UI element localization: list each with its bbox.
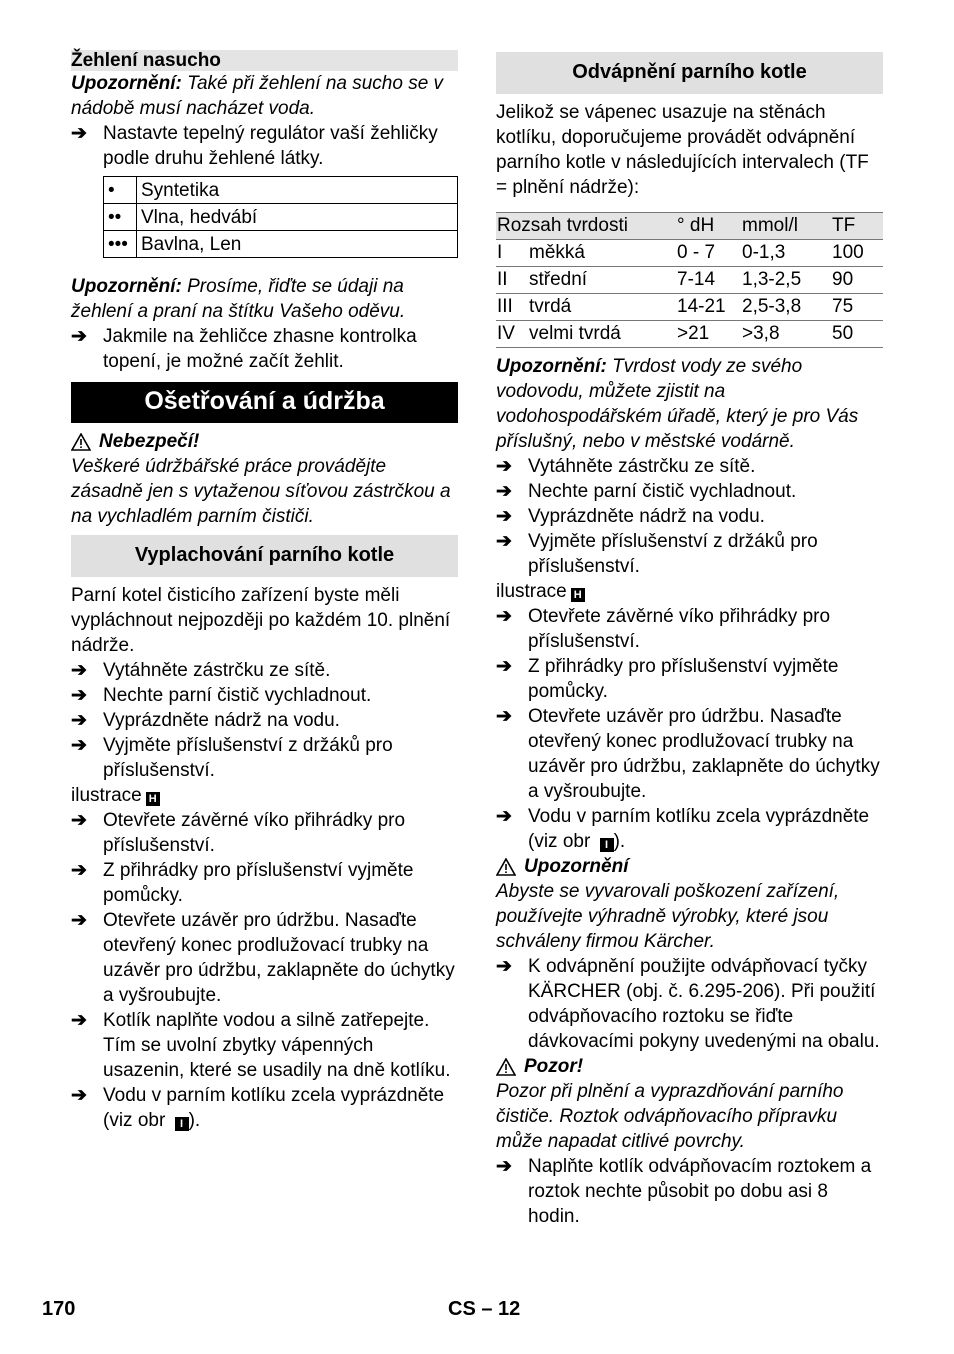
page-number: 170 (42, 1298, 76, 1320)
list-item: ➔ Nechte parní čistič vychladnout. (71, 685, 372, 706)
care-heading: Ošetřování a údržba (71, 382, 458, 423)
arrow-icon: ➔ (71, 710, 87, 731)
arrow-icon: ➔ (71, 860, 87, 881)
illustration-i-icon: I (600, 838, 614, 852)
ironing-heading: Žehlení nasucho (71, 50, 458, 71)
arrow-icon: ➔ (496, 531, 512, 552)
page-code: CS – 12 (448, 1298, 521, 1320)
table-header-row: Rozsah tvrdosti ° dH mmol/l TF (496, 213, 883, 240)
rinse-steps-b (71, 808, 458, 1133)
table-row: III tvrdá 14-21 2,5-3,8 75 (496, 294, 883, 321)
step-fill: ➔ Naplňte kotlík odvápňovacím roztokem a roztok nechte působit po dobu asi 8 hodin. (496, 1156, 872, 1227)
list-item: ➔ Vyjměte příslušenství z držáků pro příslušenství. (496, 531, 818, 577)
illustration-h-icon: H (146, 792, 160, 806)
arrow-icon: ➔ (496, 481, 512, 502)
arrow-icon: ➔ (71, 1010, 87, 1031)
rinse-intro: Parní kotel čisticího zařízení byste měli vypláchnout nejpozději po každém 10. plnění nádrže. (71, 585, 451, 656)
descale-steps-b (496, 604, 883, 854)
danger-text: Veškeré údržbářské práce provádějte zásadně jen s vytaženou síťovou zástrčkou a na vychladlém parním čističi. (71, 456, 451, 527)
fabric-table (103, 176, 458, 258)
right-column (496, 50, 883, 1229)
warning-triangle-icon (496, 1058, 516, 1076)
list-item: ➔ Otevřete uzávěr pro údržbu. Nasaďte otevřený konec prodlužovací trubky na uzávěr pro údržbu, zaklapněte do úchytky a vyšroubujte. (71, 910, 455, 1006)
pozor-title: Pozor! (496, 1054, 883, 1079)
list-item: ➔ Z přihrádky pro příslušenství vyjměte pomůcky. (71, 860, 414, 906)
list-item: ➔ Z přihrádky pro příslušenství vyjměte pomůcky. (496, 656, 839, 702)
hardness-note: Upozornění: Tvrdost vody ze svého vodovodu, můžete zjistit na vodohospodářském úřadě, který je pro Vás příslušný, nebo v městské vodárně. (496, 356, 859, 452)
list-item: ➔ Vytáhněte zástrčku ze sítě. (496, 456, 756, 477)
list-item: ➔ Kotlík naplňte vodou a silně zatřepejte. Tím se uvolní zbytky vápenných usazenin, které se usadily na dně kotlíku. (71, 1010, 451, 1081)
list-item: ➔ Vyjměte příslušenství z držáků pro příslušenství. (71, 735, 393, 781)
arrow-icon: ➔ (496, 956, 512, 977)
rinse-heading: Vyplachování parního kotle (71, 535, 458, 577)
list-item: ➔ Otevřete uzávěr pro údržbu. Nasaďte otevřený konec prodlužovací trubky na uzávěr pro údržbu, zaklapněte do úchytky a vyšroubujte. (496, 706, 880, 802)
list-item: ➔ Otevřete závěrné víko přihrádky pro příslušenství. (71, 810, 406, 856)
table-row: I měkká 0 - 7 0-1,3 100 (496, 240, 883, 267)
table-row: •• Vlna, hedvábí (104, 204, 458, 231)
caution-title: Upozornění (496, 854, 883, 879)
list-item: ➔ Nechte parní čistič vychladnout. (496, 481, 797, 502)
arrow-icon: ➔ (71, 910, 87, 931)
descale-heading: Odvápnění parního kotle (496, 52, 883, 94)
caution-text: Abyste se vyvarovali poškození zařízení, používejte výhradně výrobky, které jsou schváleny firmou Kärcher. (496, 881, 840, 952)
hardness-table (496, 212, 883, 348)
list-item: ➔ Vytáhněte zástrčku ze sítě. (71, 660, 331, 681)
arrow-icon: ➔ (496, 656, 512, 677)
illustration-ref: ilustrace H (496, 579, 883, 604)
arrow-icon: ➔ (496, 1156, 512, 1177)
arrow-icon: ➔ (71, 1085, 87, 1106)
arrow-icon: ➔ (496, 806, 512, 827)
list-item: ➔ Vyprázdněte nádrž na vodu. (496, 506, 765, 527)
arrow-icon: ➔ (71, 810, 87, 831)
table-row: ••• Bavlna, Len (104, 231, 458, 258)
table-row: IV velmi tvrdá >21 >3,8 50 (496, 321, 883, 348)
illustration-i-icon: I (175, 1117, 189, 1131)
arrow-icon: ➔ (496, 606, 512, 627)
list-item: ➔ Vodu v parním kotlíku zcela vyprázdněte (viz obr I ). (71, 1085, 445, 1131)
left-column (71, 50, 458, 1133)
arrow-icon: ➔ (496, 456, 512, 477)
pozor-text: Pozor při plnění a vyprazdňování parního čističe. Roztok odvápňovacího přípravku může napadat citlivé povrchy. (496, 1081, 844, 1152)
list-item: ➔ Vodu v parním kotlíku zcela vyprázdněte (viz obr I ). (496, 806, 870, 852)
illustration-ref: ilustrace H (71, 783, 458, 808)
arrow-icon: ➔ (496, 706, 512, 727)
step-lamp: ➔ Jakmile na žehličce zhasne kontrolka topení, je možné začít žehlit. (71, 326, 417, 372)
descale-steps-a (496, 454, 883, 579)
step-regulator: ➔ Nastavte tepelný regulátor vaší žehličky podle druhu žehlené látky. (71, 123, 438, 169)
list-item: ➔ Vyprázdněte nádrž na vodu. (71, 710, 340, 731)
list-item: ➔ Otevřete závěrné víko přihrádky pro příslušenství. (496, 606, 831, 652)
arrow-icon: ➔ (71, 326, 87, 347)
rinse-steps-a (71, 658, 458, 783)
arrow-icon: ➔ (71, 685, 87, 706)
table-row: • Syntetika (104, 177, 458, 204)
warning-triangle-icon (496, 858, 516, 876)
ironing-note: Upozornění: Také při žehlení na sucho se v nádobě musí nacházet voda. (71, 73, 444, 119)
label-note: Upozornění: Prosíme, řiďte se údaji na žehlení a praní na štítku Vašeho oděvu. (71, 276, 406, 322)
warning-triangle-icon (71, 433, 91, 451)
arrow-icon: ➔ (71, 660, 87, 681)
arrow-icon: ➔ (71, 123, 87, 144)
step-sticks: ➔ K odvápnění použijte odvápňovací tyčky KÄRCHER (obj. č. 6.295-206). Při použití odvápňovacího roztoku se řiďte dávkovacími pokyny uvedenými na obalu. (496, 956, 880, 1052)
illustration-h-icon: H (571, 588, 585, 602)
table-row: II střední 7-14 1,3-2,5 90 (496, 267, 883, 294)
danger-title: Nebezpečí! (71, 429, 458, 454)
descale-intro: Jelikož se vápenec usazuje na stěnách kotlíku, doporučujeme provádět odvápnění parního kotle v následujících intervalech (TF = plnění nádrže): (496, 102, 869, 198)
arrow-icon: ➔ (71, 735, 87, 756)
arrow-icon: ➔ (496, 506, 512, 527)
